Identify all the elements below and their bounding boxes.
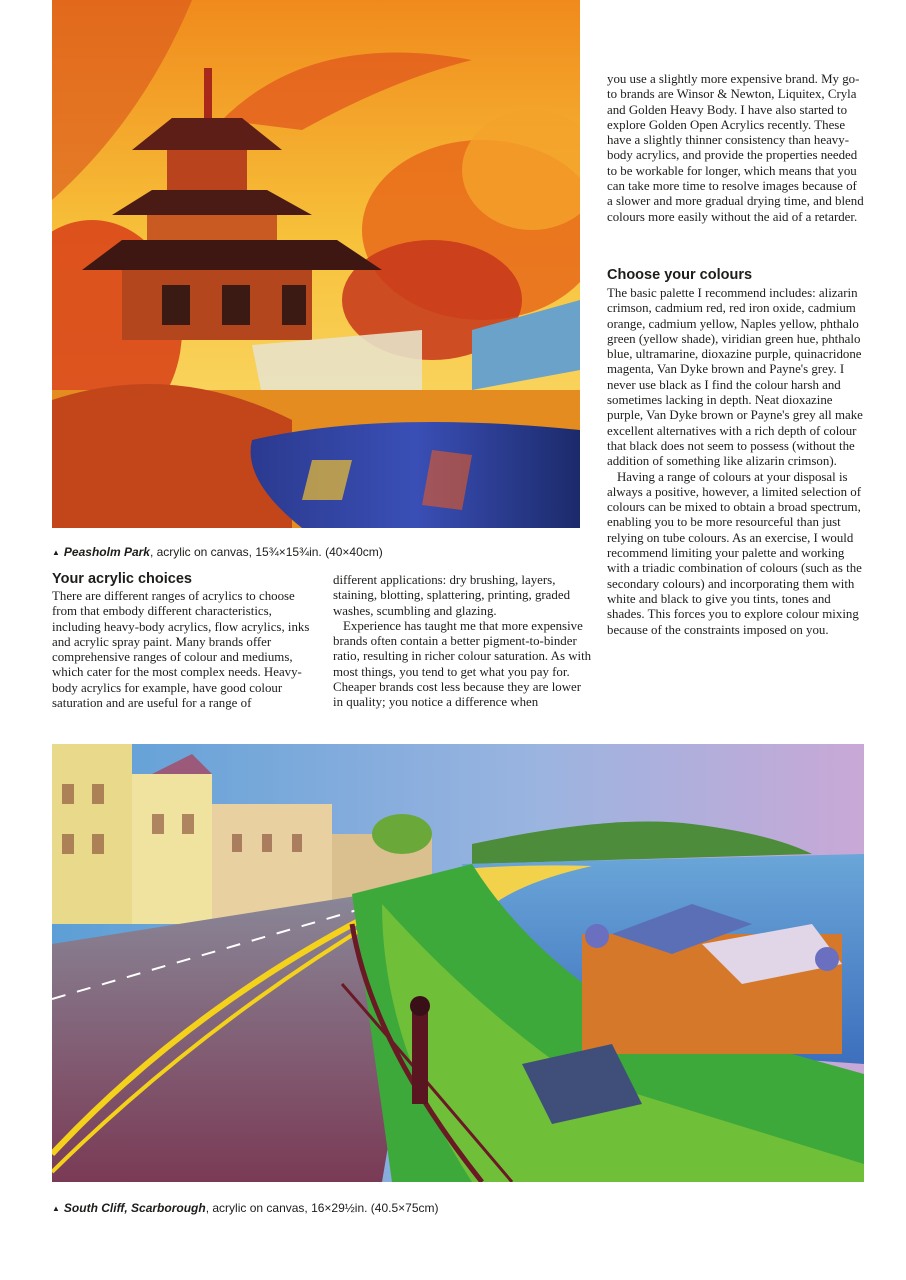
caption-details: , acrylic on canvas, 15¾×15¾in. (40×40cm)	[149, 545, 383, 559]
paragraph-brands: you use a slightly more expensive brand. My go-to brands are Winsor & Newton, Liquitex, Cryla and Golden Heavy Body. I have also started to explore Golden Open Acrylics recently. These have a slightly thinner consistency than heavy-body acrylics, and provide the properties needed to be workable for longer, which means that you can take more time to resolve images because of a slower and more gradual drying time, and blend colours more easily without the aid of a retarder.	[607, 72, 864, 224]
column-left	[52, 589, 318, 711]
caption-marker: ▲	[52, 548, 60, 557]
caption-title: Peasholm Park	[63, 545, 150, 559]
heading-choose-your-colours: Choose your colours	[607, 267, 753, 283]
caption-details: , acrylic on canvas, 16×29½in. (40.5×75cm)	[205, 1201, 439, 1215]
column-middle	[333, 573, 593, 711]
figure-caption-peasholm-park	[52, 545, 383, 560]
paragraph-acrylic-ranges: There are different ranges of acrylics to choose from that embody different characteristics, including heavy-body acrylics, flow acrylics, inks and acrylic spray paint. Many brands offer comprehensive ranges of colour and mediums, which cater for the most complex needs. Heavy-body acrylics for example, have good colour saturation and are useful for a range of	[52, 589, 310, 711]
south-cliff-painting	[52, 744, 864, 1182]
heading-your-acrylic-choices: Your acrylic choices	[52, 571, 192, 587]
right-column	[607, 72, 865, 225]
figure-caption-south-cliff	[52, 1201, 439, 1216]
paragraph-limited-palette: Having a range of colours at your disposal is always a positive, however, a limited selection of colours can be mixed to obtain a broad spectrum, enabling you to be more resourceful than just relying on tube colours. As an exercise, I would recommend limiting your palette and working with a triadic combination of colours (such as the secondary colours) and incorporating them with white and black to give you tints, tones and shades. This forces you to explore colour mixing because of the constraints imposed on you.	[607, 469, 862, 637]
paragraph-brands-quality: Experience has taught me that more expensive brands often contain a better pigment-to-binder ratio, resulting in richer colour saturation. As with most things, you tend to get what you pay for. Cheaper brands cost less because they are lower in quality; you notice a difference when	[333, 618, 592, 710]
paragraph-palette: The basic palette I recommend includes: alizarin crimson, cadmium red, red iron oxide, cadmium orange, cadmium yellow, Naples yellow, phthalo green (yellow shade), viridian green hue, phthalo blue, ultramarine, dioxazine purple, quinacridone magenta, Van Dyke brown and Payne's grey. I never use black as I find the colour harsh and sometimes lacking in depth. Neat dioxazine purple, Van Dyke brown or Payne's grey all make excellent alternatives with a rich depth of colour that black does not seem to possess (without the addition of something like alizarin crimson).	[607, 286, 863, 469]
paragraph-applications: different applications: dry brushing, layers, staining, blotting, splattering, printing, graded washes, scumbling and glazing.	[333, 573, 571, 618]
caption-title: South Cliff, Scarborough	[63, 1201, 206, 1215]
peasholm-park-painting	[52, 0, 580, 528]
right-column-colours	[607, 286, 865, 638]
caption-marker: ▲	[52, 1204, 60, 1213]
